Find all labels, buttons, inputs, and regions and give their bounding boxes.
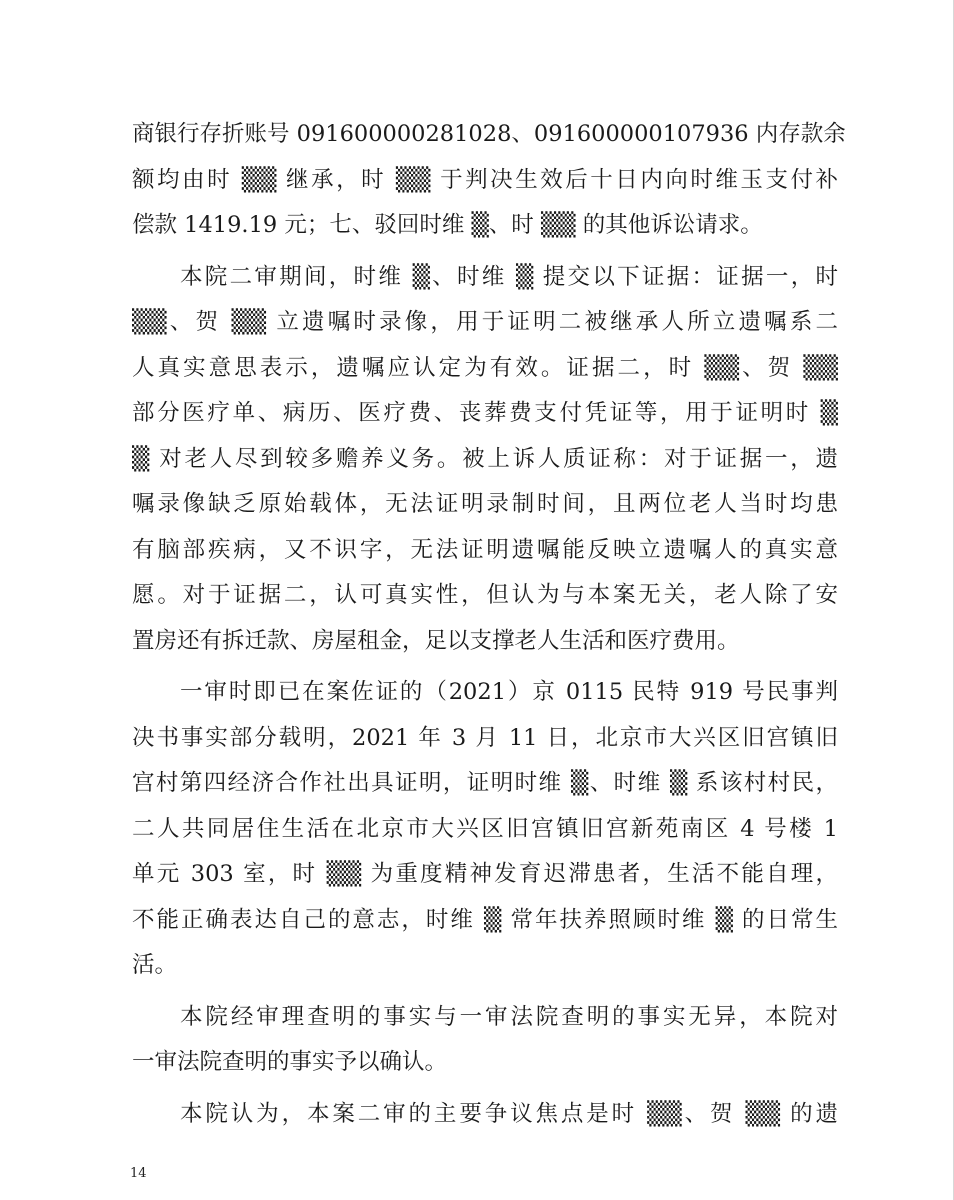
text-line: 决书事实部分载明，2021 年 3 月 11 日，北京市大兴区旧宫镇旧: [132, 724, 838, 751]
text-line: ▒ 对老人尽到较多赡养义务。被上诉人质证称：对于证据一，遗: [132, 445, 838, 472]
text-line: 商银行存折账号 091600000281028、091600000107936 内存款余: [132, 121, 846, 147]
text-line: 偿款 1419.19 元；七、驳回时维 ▒、时 ▒▒ 的其他诉讼请求。: [132, 212, 763, 238]
text-line: 活。: [132, 952, 178, 978]
text-line: 嘱录像缺乏原始载体，无法证明录制时间，且两位老人当时均患: [132, 491, 838, 517]
text-line: 本院二审期间，时维 ▒、时维 ▒ 提交以下证据：证据一，时: [180, 263, 838, 290]
text-line: 单元 303 室，时 ▒▒ 为重度精神发育迟滞患者，生活不能自理，: [132, 861, 838, 887]
text-line: 一审时即已在案佐证的（2021）京 0115 民特 919 号民事判: [180, 679, 838, 705]
text-line: 本院认为，本案二审的主要争议焦点是时 ▒▒、贺 ▒▒ 的遗: [180, 1100, 838, 1127]
text-line: 二人共同居住生活在北京市大兴区旧宫镇旧宫新苑南区 4 号楼 1: [132, 815, 838, 842]
document-body: [132, 112, 846, 1137]
text-line: 有脑部疾病，又不识字，无法证明遗嘱能反映立遗嘱人的真实意: [132, 536, 838, 563]
text-line: 额均由时 ▒▒ 继承，时 ▒▒ 于判决生效后十日内向时维玉支付补: [132, 166, 838, 193]
text-line: 本院经审理查明的事实与一审法院查明的事实无异，本院对: [180, 1003, 838, 1030]
text-line: 不能正确表达自己的意志，时维 ▒ 常年扶养照顾时维 ▒ 的日常生: [132, 906, 838, 933]
text-line: 愿。对于证据二，认可真实性，但认为与本案无关，老人除了安: [132, 582, 838, 608]
page-number: 14: [130, 1166, 147, 1181]
text-line: 宫村第四经济合作社出具证明，证明时维 ▒、时维 ▒ 系该村村民，: [132, 770, 838, 796]
text-line: 置房还有拆迁款、房屋租金，足以支撑老人生活和医疗费用。: [132, 627, 740, 654]
text-line: ▒▒、贺 ▒▒ 立遗嘱时录像，用于证明二被继承人所立遗嘱系二: [132, 309, 838, 335]
text-line: 部分医疗单、病历、医疗费、丧葬费支付凭证等，用于证明时 ▒: [132, 400, 838, 426]
text-line: 人真实意思表示，遗嘱应认定为有效。证据二，时 ▒▒、贺 ▒▒: [132, 354, 838, 381]
text-line: 一审法院查明的事实予以确认。: [132, 1049, 448, 1075]
